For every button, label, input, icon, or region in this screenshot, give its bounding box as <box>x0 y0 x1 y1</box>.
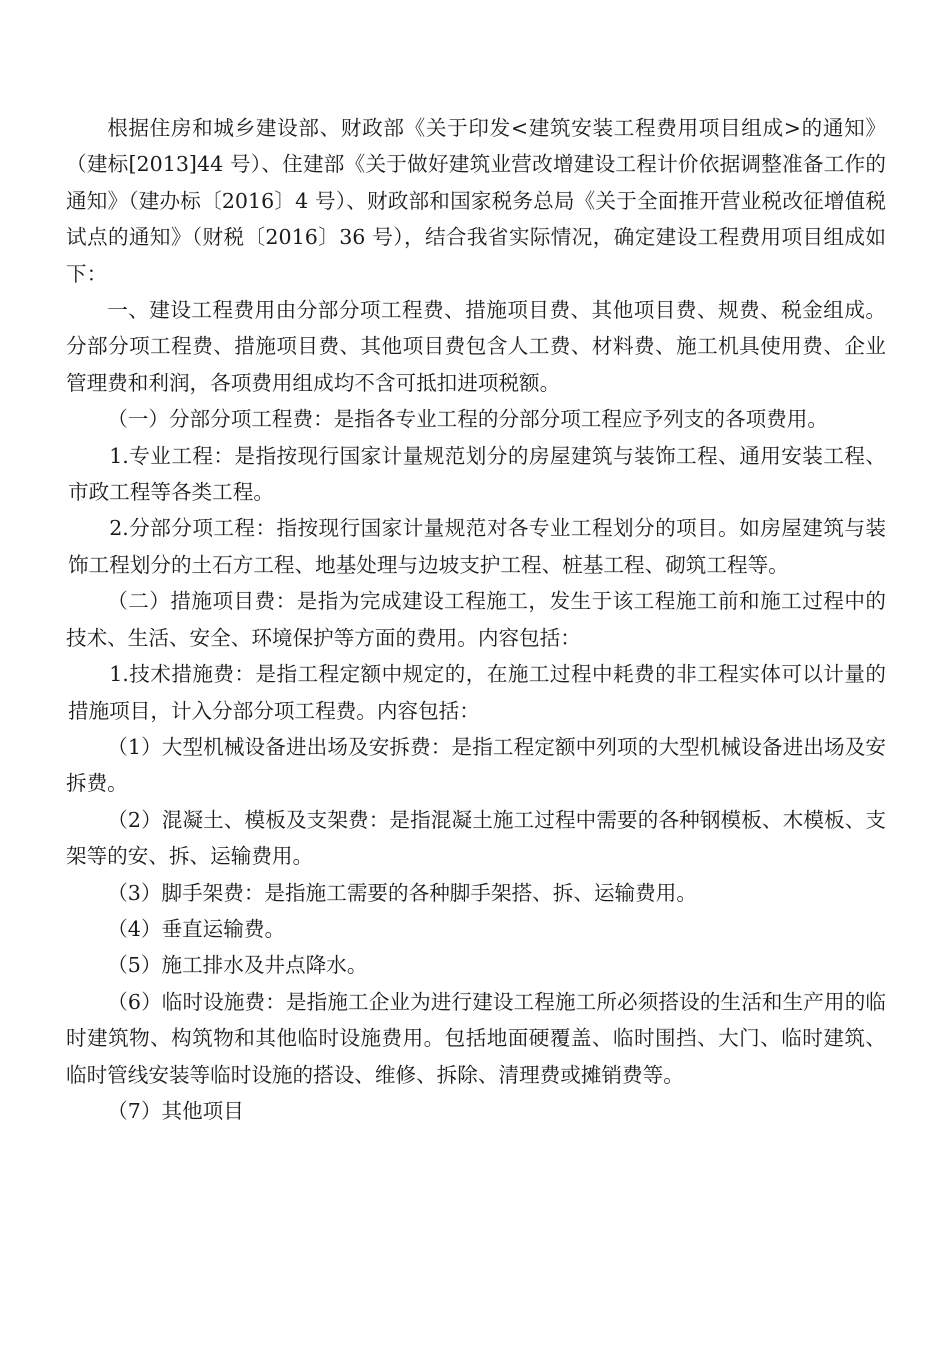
paragraph-measure-1: （1）大型机械设备进出场及安拆费：是指工程定额中列项的大型机械设备进出场及安拆费。 <box>66 734 886 796</box>
paragraph-item-2: 2.分部分项工程：指按现行国家计量规范对各专业工程划分的项目。如房屋建筑与装饰工程划分的土石方工程、地基处理与边坡支护工程、桩基工程、砌筑工程等。 <box>68 516 886 577</box>
paragraph-technical-measures: 1.技术措施费：是指工程定额中规定的，在施工过程中耗费的非工程实体可以计量的措施项目，计入分部分项工程费。内容包括： <box>68 662 886 723</box>
paragraph-measure-5: （5）施工排水及井点降水。 <box>107 953 368 978</box>
paragraph-measure-7: （7）其他项目 <box>107 1098 244 1123</box>
paragraph-preamble: 根据住房和城乡建设部、财政部《关于印发<建筑安装工程费用项目组成>的通知》（建标[2013]44 号）、住建部《关于做好建筑业营改增建设工程计价依据调整准备工作的通知》（建办标〔2016〕4 号）、财政部和国家税务总局《关于全面推开营业税改征增值税试点的通知》（财税〔2016〕36 号），结合我省实际情况，确定建设工程费用项目组成如下： <box>66 116 886 286</box>
paragraph-section-1: 一、建设工程费用由分部分项工程费、措施项目费、其他项目费、规费、税金组成。分部分项工程费、措施项目费、其他项目费包含人工费、材料费、施工机具使用费、企业管理费和利润，各项费用组成均不含可抵扣进项税额。 <box>66 298 886 395</box>
paragraph-measure-6: （6）临时设施费：是指施工企业为进行建设工程施工所必须搭设的生活和生产用的临时建筑物、构筑物和其他临时设施费用。包括地面硬覆盖、临时围挡、大门、临时建筑、临时管线安装等临时设施的搭设、维修、拆除、清理费或摊销费等。 <box>66 989 886 1087</box>
paragraph-measure-3: （3）脚手架费：是指施工需要的各种脚手架搭、拆、运输费用。 <box>107 880 697 905</box>
paragraph-measure-4: （4）垂直运输费。 <box>107 916 286 941</box>
paragraph-subsection-2: （二）措施项目费：是指为完成建设工程施工，发生于该工程施工前和施工过程中的技术、生活、安全、环境保护等方面的费用。内容包括： <box>66 589 886 650</box>
paragraph-item-1: 1.专业工程：是指按现行国家计量规范划分的房屋建筑与装饰工程、通用安装工程、市政工程等各类工程。 <box>68 443 886 505</box>
document-page <box>66 110 886 1129</box>
paragraph-subsection-1: （一）分部分项工程费：是指各专业工程的分部分项工程应予列支的各项费用。 <box>107 407 828 432</box>
paragraph-measure-2: （2）混凝土、模板及支架费：是指混凝土施工过程中需要的各种钢模板、木模板、支架等的安、拆、运输费用。 <box>66 807 886 869</box>
